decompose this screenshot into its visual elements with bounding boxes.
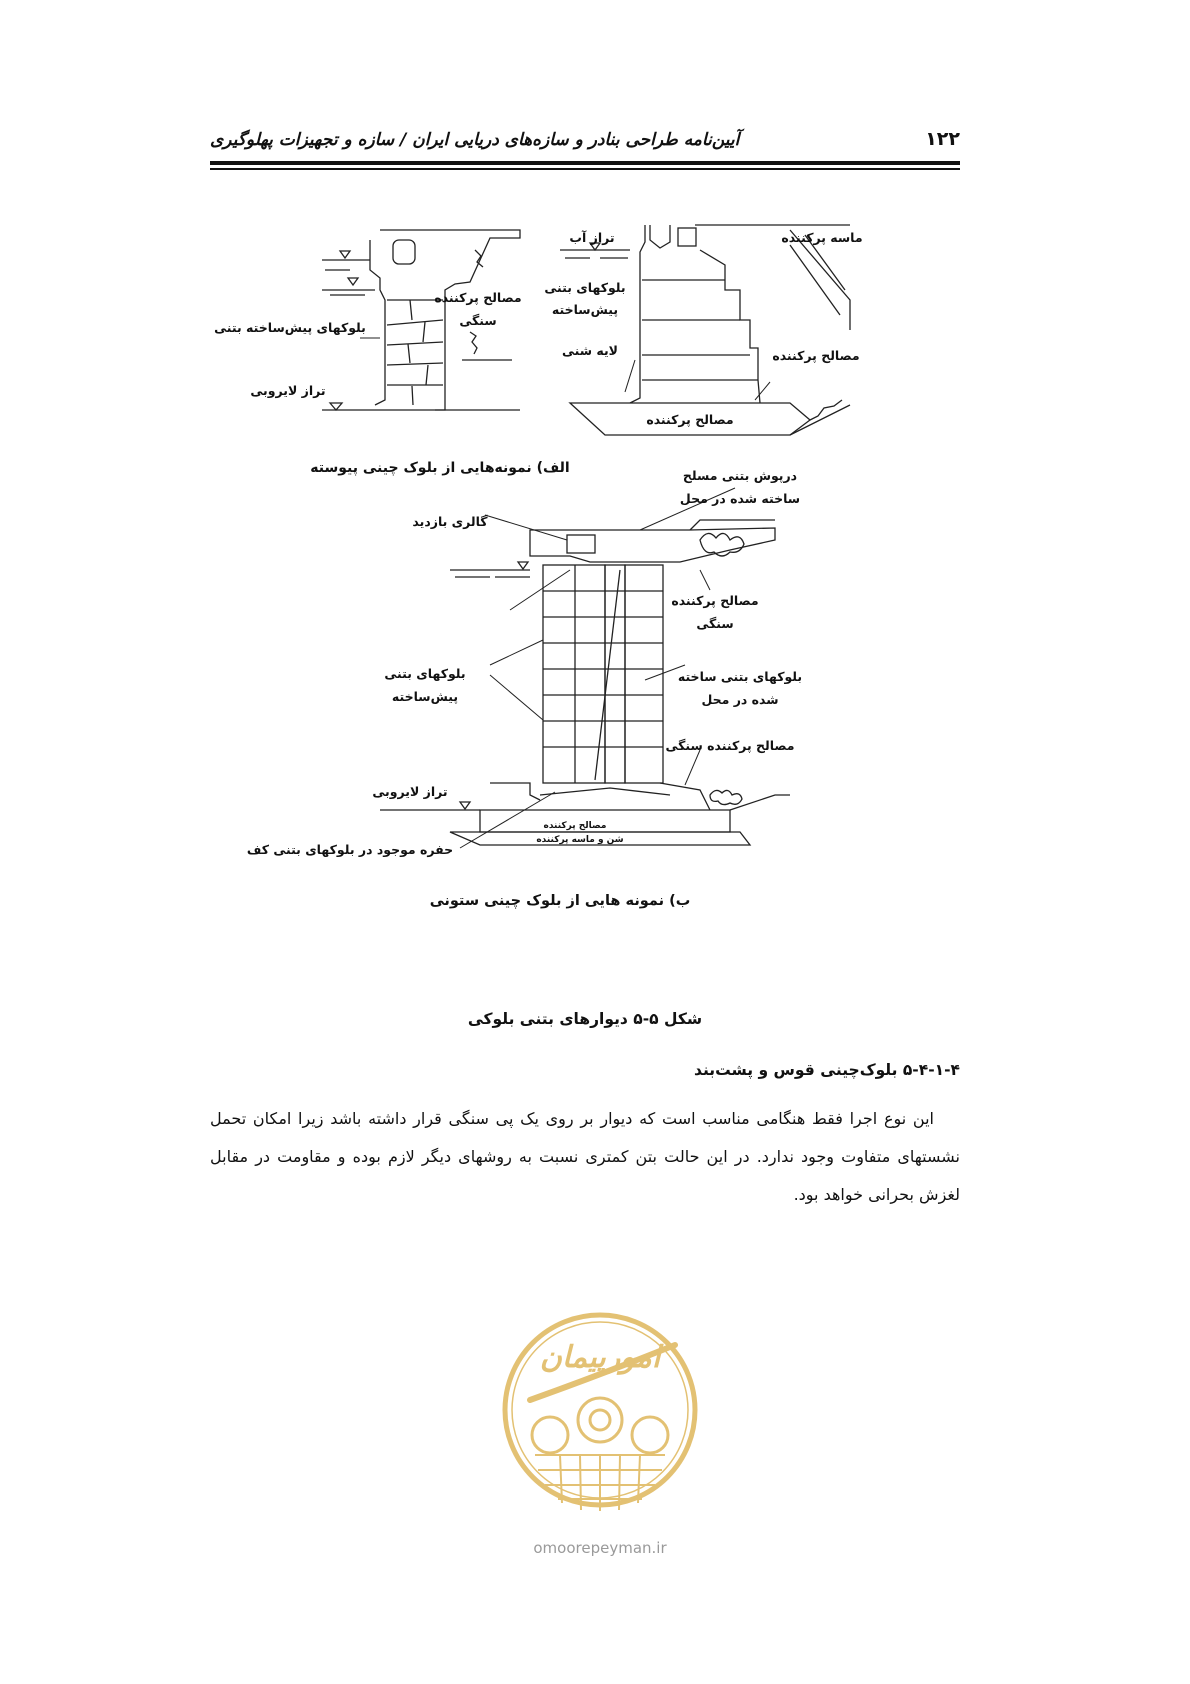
label-rock-fill-b3: مصالح پرکننده سنگی	[665, 738, 795, 753]
label-precast-blocks-a: بلوکهای پیش‌ساخته بتنی	[214, 320, 366, 335]
watermark-logo-text: امورپیمان	[539, 1340, 661, 1375]
section-heading: ۵-۴-۱-۴ بلوک‌چینی قوس و پشت‌بند	[694, 1061, 960, 1079]
watermark-url: omoorepeyman.ir	[533, 1539, 667, 1557]
label-gravel-layer: لایه شنی	[562, 343, 618, 358]
label-water-level: تراز آب	[569, 230, 615, 245]
body-paragraph: این نوع اجرا فقط هنگامی مناسب است که دیوار بر روی یک پی سنگی قرار داشته باشد زیرا امکان تحمل نشستهای متفاوت وجود ندارد. در این حالت بتن کمتری نسبت به روشهای دیگر لازم بوده و مقاومت در مقابل لغزش بحرانی خواهد بود.	[210, 1109, 960, 1204]
label-rock-fill-a2: سنگی	[459, 313, 497, 328]
label-rock-fill-b1: مصالح پرکننده	[671, 593, 759, 608]
label-hole: حفره موجود در بلوکهای بتنی کف	[246, 842, 454, 857]
page-header	[210, 128, 960, 158]
label-blocks-a1: بلوکهای بتنی	[544, 280, 626, 295]
label-blocks-a2: پیش‌ساخته	[551, 302, 619, 317]
running-title: آیین‌نامه طراحی بنادر و سازه‌های دریایی ایران / سازه و تجهیزات پهلوگیری	[210, 130, 740, 150]
figure-caption: شکل ۵-۵ دیوارهای بتنی بلوکی	[467, 1010, 703, 1028]
label-fill-base: مصالح پرکننده	[646, 412, 734, 427]
label-precast-b2: پیش‌ساخته	[391, 689, 459, 704]
watermark-logo	[490, 1305, 710, 1565]
label-cap-1: درپوش بتنی مسلح	[682, 468, 798, 483]
figure-block-walls	[214, 220, 950, 950]
label-cap-2: ساخته شده در محل	[679, 491, 801, 506]
label-cast-b2: شده در محل	[701, 692, 779, 707]
label-cast-b1: بلوکهای بتنی ساخته	[677, 669, 803, 684]
figure-drawing	[214, 220, 950, 950]
watermark-seal	[490, 1305, 710, 1565]
page-number: ۱۲۲	[925, 128, 960, 150]
label-dredge-level-a: تراز لایروبی	[250, 383, 326, 398]
label-rock-fill-a1: مصالح پرکننده	[434, 290, 522, 305]
label-rock-fill-b2: سنگی	[696, 616, 734, 631]
label-fill-small: مصالح پرکننده	[543, 821, 607, 831]
panel-a-right-drawing	[560, 225, 850, 435]
label-precast-b1: بلوکهای بتنی	[384, 666, 466, 681]
label-fill-right: مصالح پرکننده	[772, 348, 860, 363]
label-gravel-sand: شن و ماسه پرکننده	[536, 835, 624, 845]
caption-panel-a: الف) نمونه‌هایی از بلوک چینی پیوسته	[310, 460, 570, 476]
label-dredge-level-b: تراز لایروبی	[372, 784, 448, 799]
header-rule-thin	[210, 168, 960, 170]
header-rule-thick	[210, 161, 960, 165]
caption-panel-b: ب) نمونه هایی از بلوک چینی ستونی	[429, 893, 691, 909]
label-gallery: گالری بازدید	[412, 514, 488, 529]
label-sand-fill: ماسه پرکننده	[781, 230, 863, 245]
